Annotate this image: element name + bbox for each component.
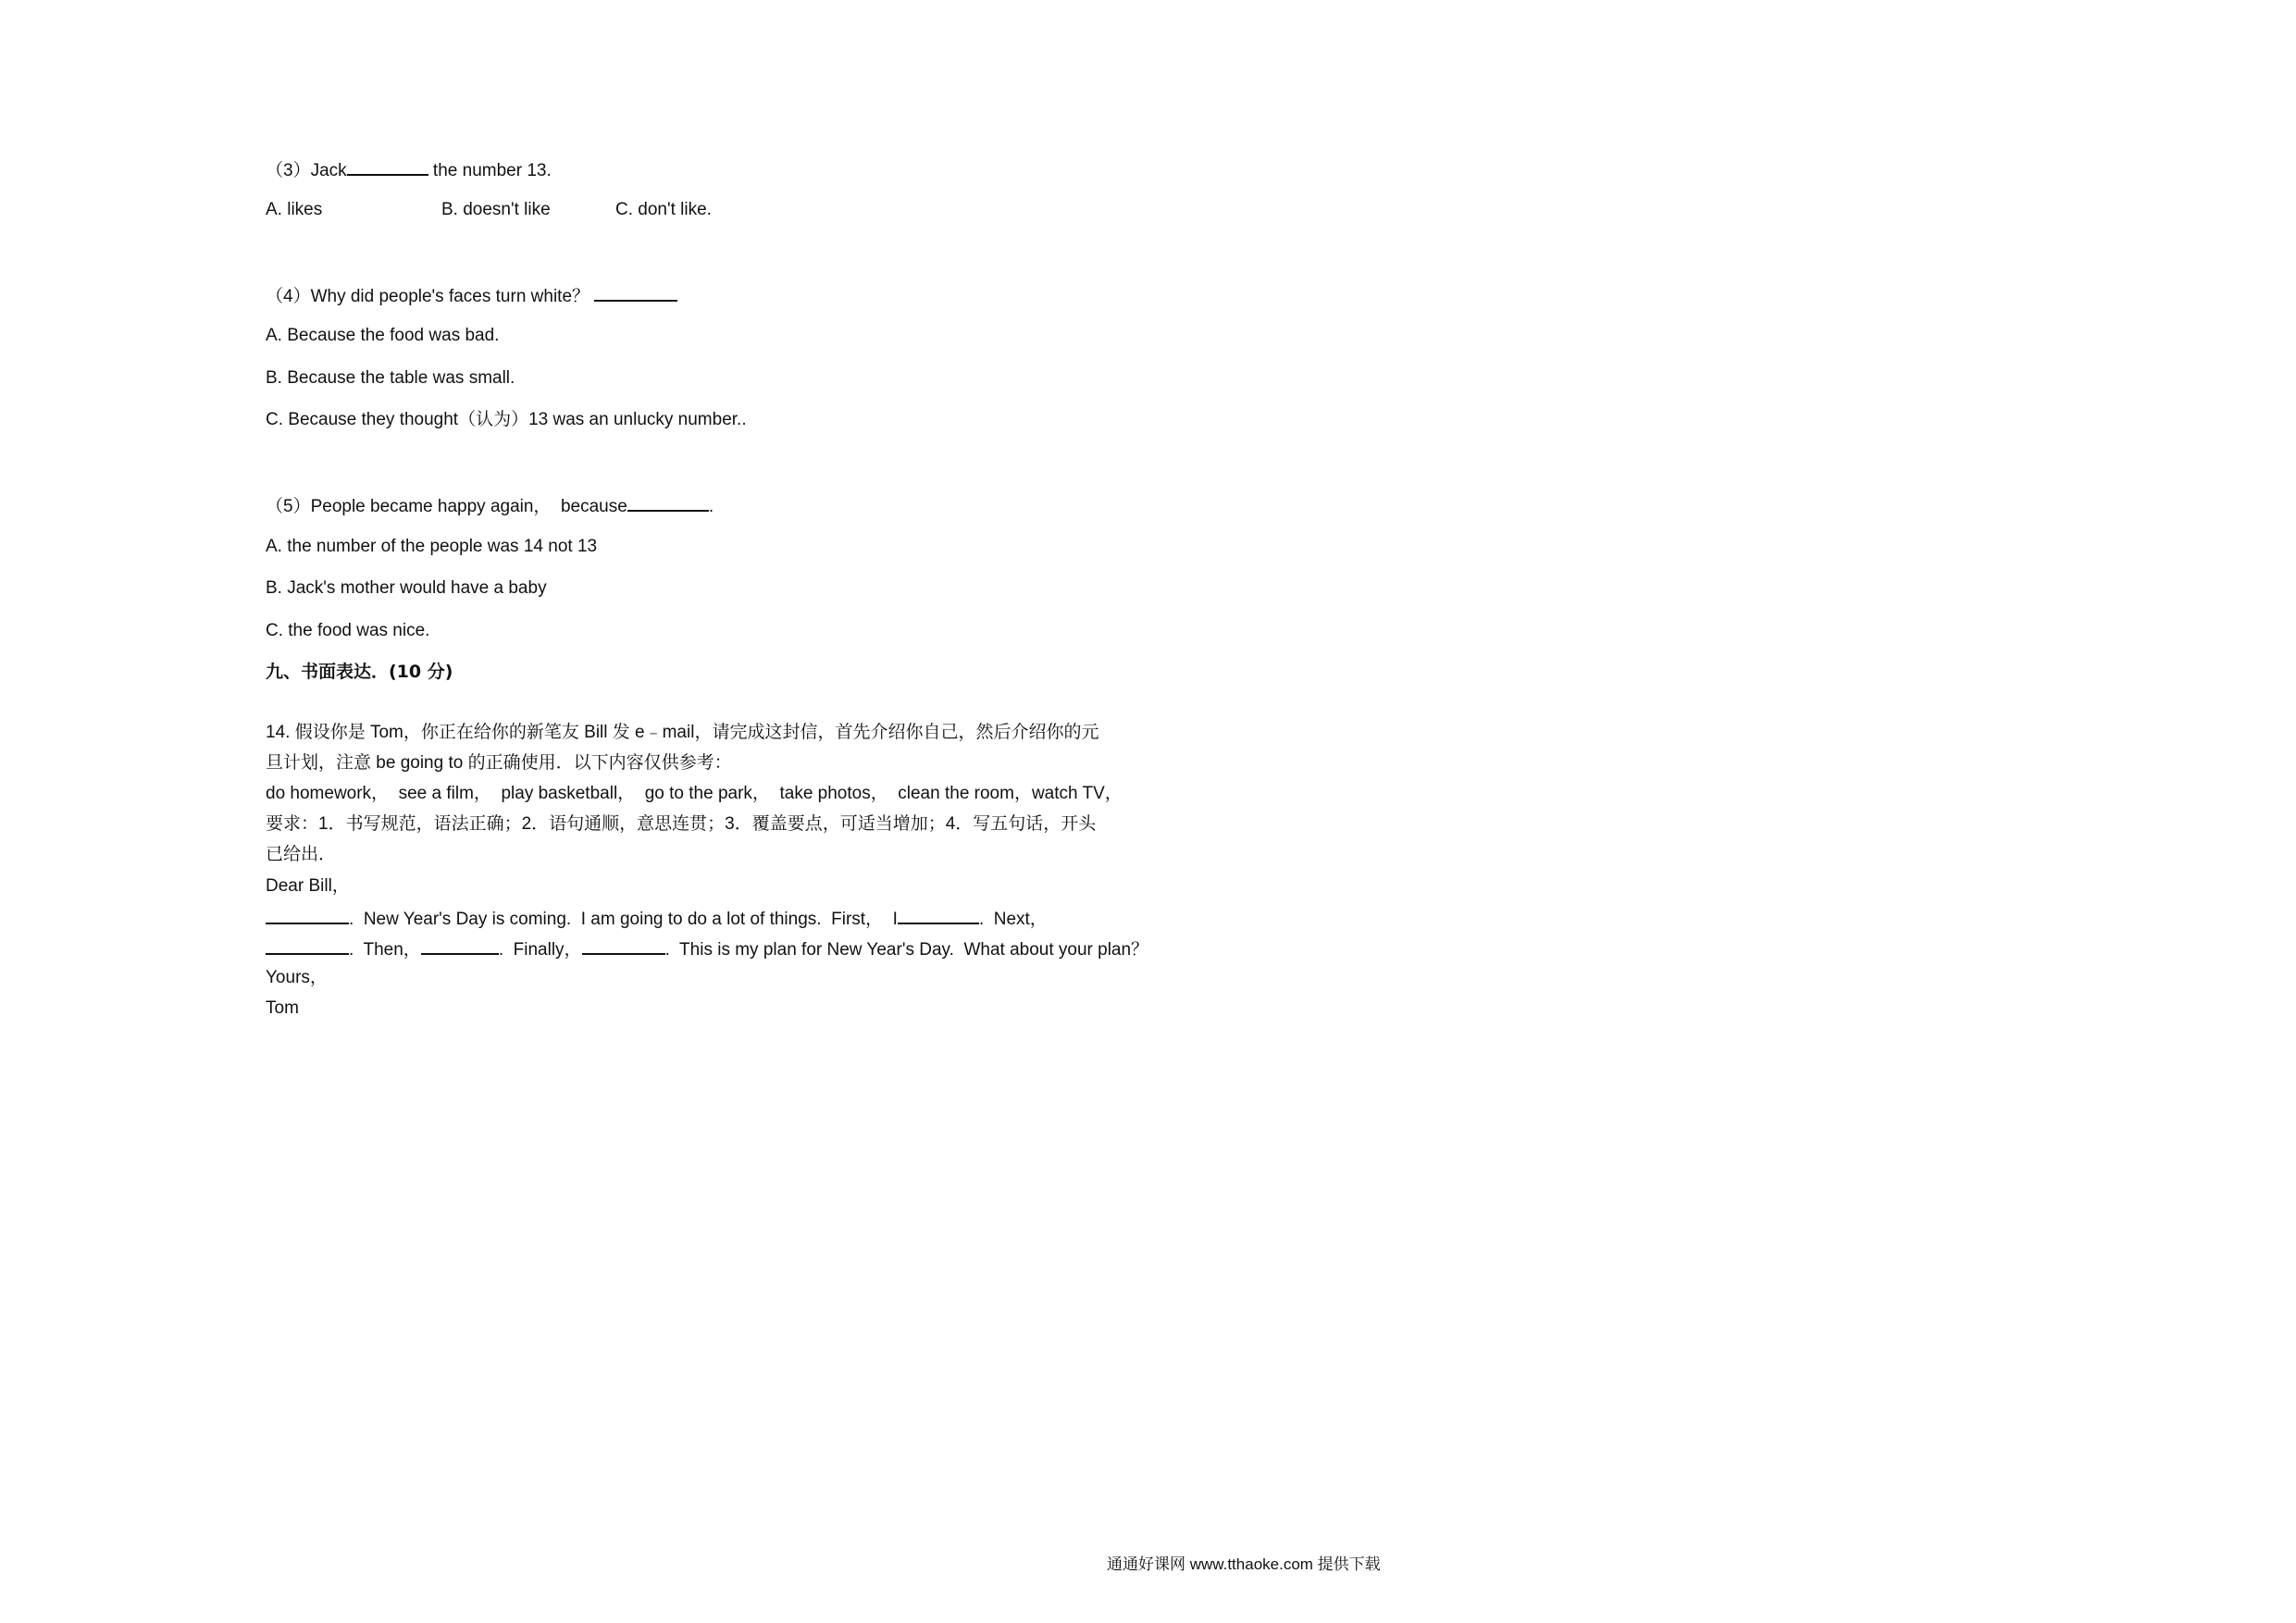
letter-text: . New Year's Day is coming. I am going to do a lot of things. First， I — [349, 910, 898, 929]
question-number: （4） — [266, 287, 311, 306]
letter-signature: Tom — [266, 998, 299, 1018]
letter-text: . Then， — [349, 940, 421, 960]
letter-text: . This is my plan for New Year's Day. What about your plan？ — [664, 940, 1149, 960]
section-heading: 九、书面表达．(10 分) — [266, 662, 453, 682]
question-3 — [266, 157, 552, 182]
question-5 — [266, 493, 714, 518]
question-number: （5） — [266, 497, 311, 516]
answer-blank[interactable] — [347, 157, 428, 176]
question-14-line-2: 旦计划，注意 be going to 的正确使用．以下内容仅供参考： — [266, 753, 732, 773]
option-a: A. likes — [266, 200, 323, 219]
question-4-option-b: B. Because the table was small. — [266, 368, 515, 388]
letter-line-1 — [266, 906, 1048, 931]
question-text-post: . — [708, 497, 714, 516]
question-text-pre: Jack — [310, 161, 347, 180]
question-14-line-3: do homework， see a film， play basketball， go to the park， take photos， clean the room，watch TV， — [266, 784, 1123, 803]
question-14-line-1: 14. 假设你是 Tom，你正在给你的新笔友 Bill 发 e﹣mail，请完成这封信，首先介绍你自己，然后介绍你的元 — [266, 723, 1099, 742]
question-text-pre: People became happy again， because — [310, 497, 627, 516]
question-3-options — [266, 199, 712, 221]
question-number: （3） — [266, 161, 311, 180]
answer-blank[interactable] — [266, 906, 349, 924]
question-14-line-5: 已给出． — [266, 845, 337, 864]
answer-blank[interactable] — [266, 936, 349, 955]
option-b: B. doesn't like — [441, 200, 551, 219]
question-text-post: the number 13. — [428, 161, 552, 180]
question-5-option-a: A. the number of the people was 14 not 13 — [266, 537, 598, 556]
question-4 — [266, 283, 677, 308]
answer-blank[interactable] — [421, 936, 499, 955]
letter-text: . Finally， — [498, 940, 582, 960]
question-text: Why did people's faces turn white？ — [310, 287, 595, 306]
letter-text: . Next， — [978, 910, 1048, 929]
page-footer: 通通好课网 www.tthaoke.com 提供下载 — [1107, 1555, 1381, 1573]
option-c: C. don't like. — [615, 200, 712, 219]
letter-closing: Yours， — [266, 968, 328, 987]
answer-blank[interactable] — [627, 493, 709, 512]
letter-line-2 — [266, 936, 1148, 961]
question-4-option-c: C. Because they thought（认为）13 was an unlucky number.. — [266, 410, 747, 429]
question-5-option-b: B. Jack's mother would have a baby — [266, 578, 547, 598]
answer-blank[interactable] — [594, 283, 677, 302]
letter-greeting: Dear Bill， — [266, 876, 350, 896]
question-14-line-4: 要求：1．书写规范，语法正确；2．语句通顺，意思连贯；3．覆盖要点，可适当增加；4．写五句话，开头 — [266, 814, 1097, 834]
answer-blank[interactable] — [898, 906, 979, 924]
question-5-option-c: C. the food was nice. — [266, 621, 430, 640]
answer-blank[interactable] — [582, 936, 665, 955]
question-4-option-a: A. Because the food was bad. — [266, 326, 500, 345]
